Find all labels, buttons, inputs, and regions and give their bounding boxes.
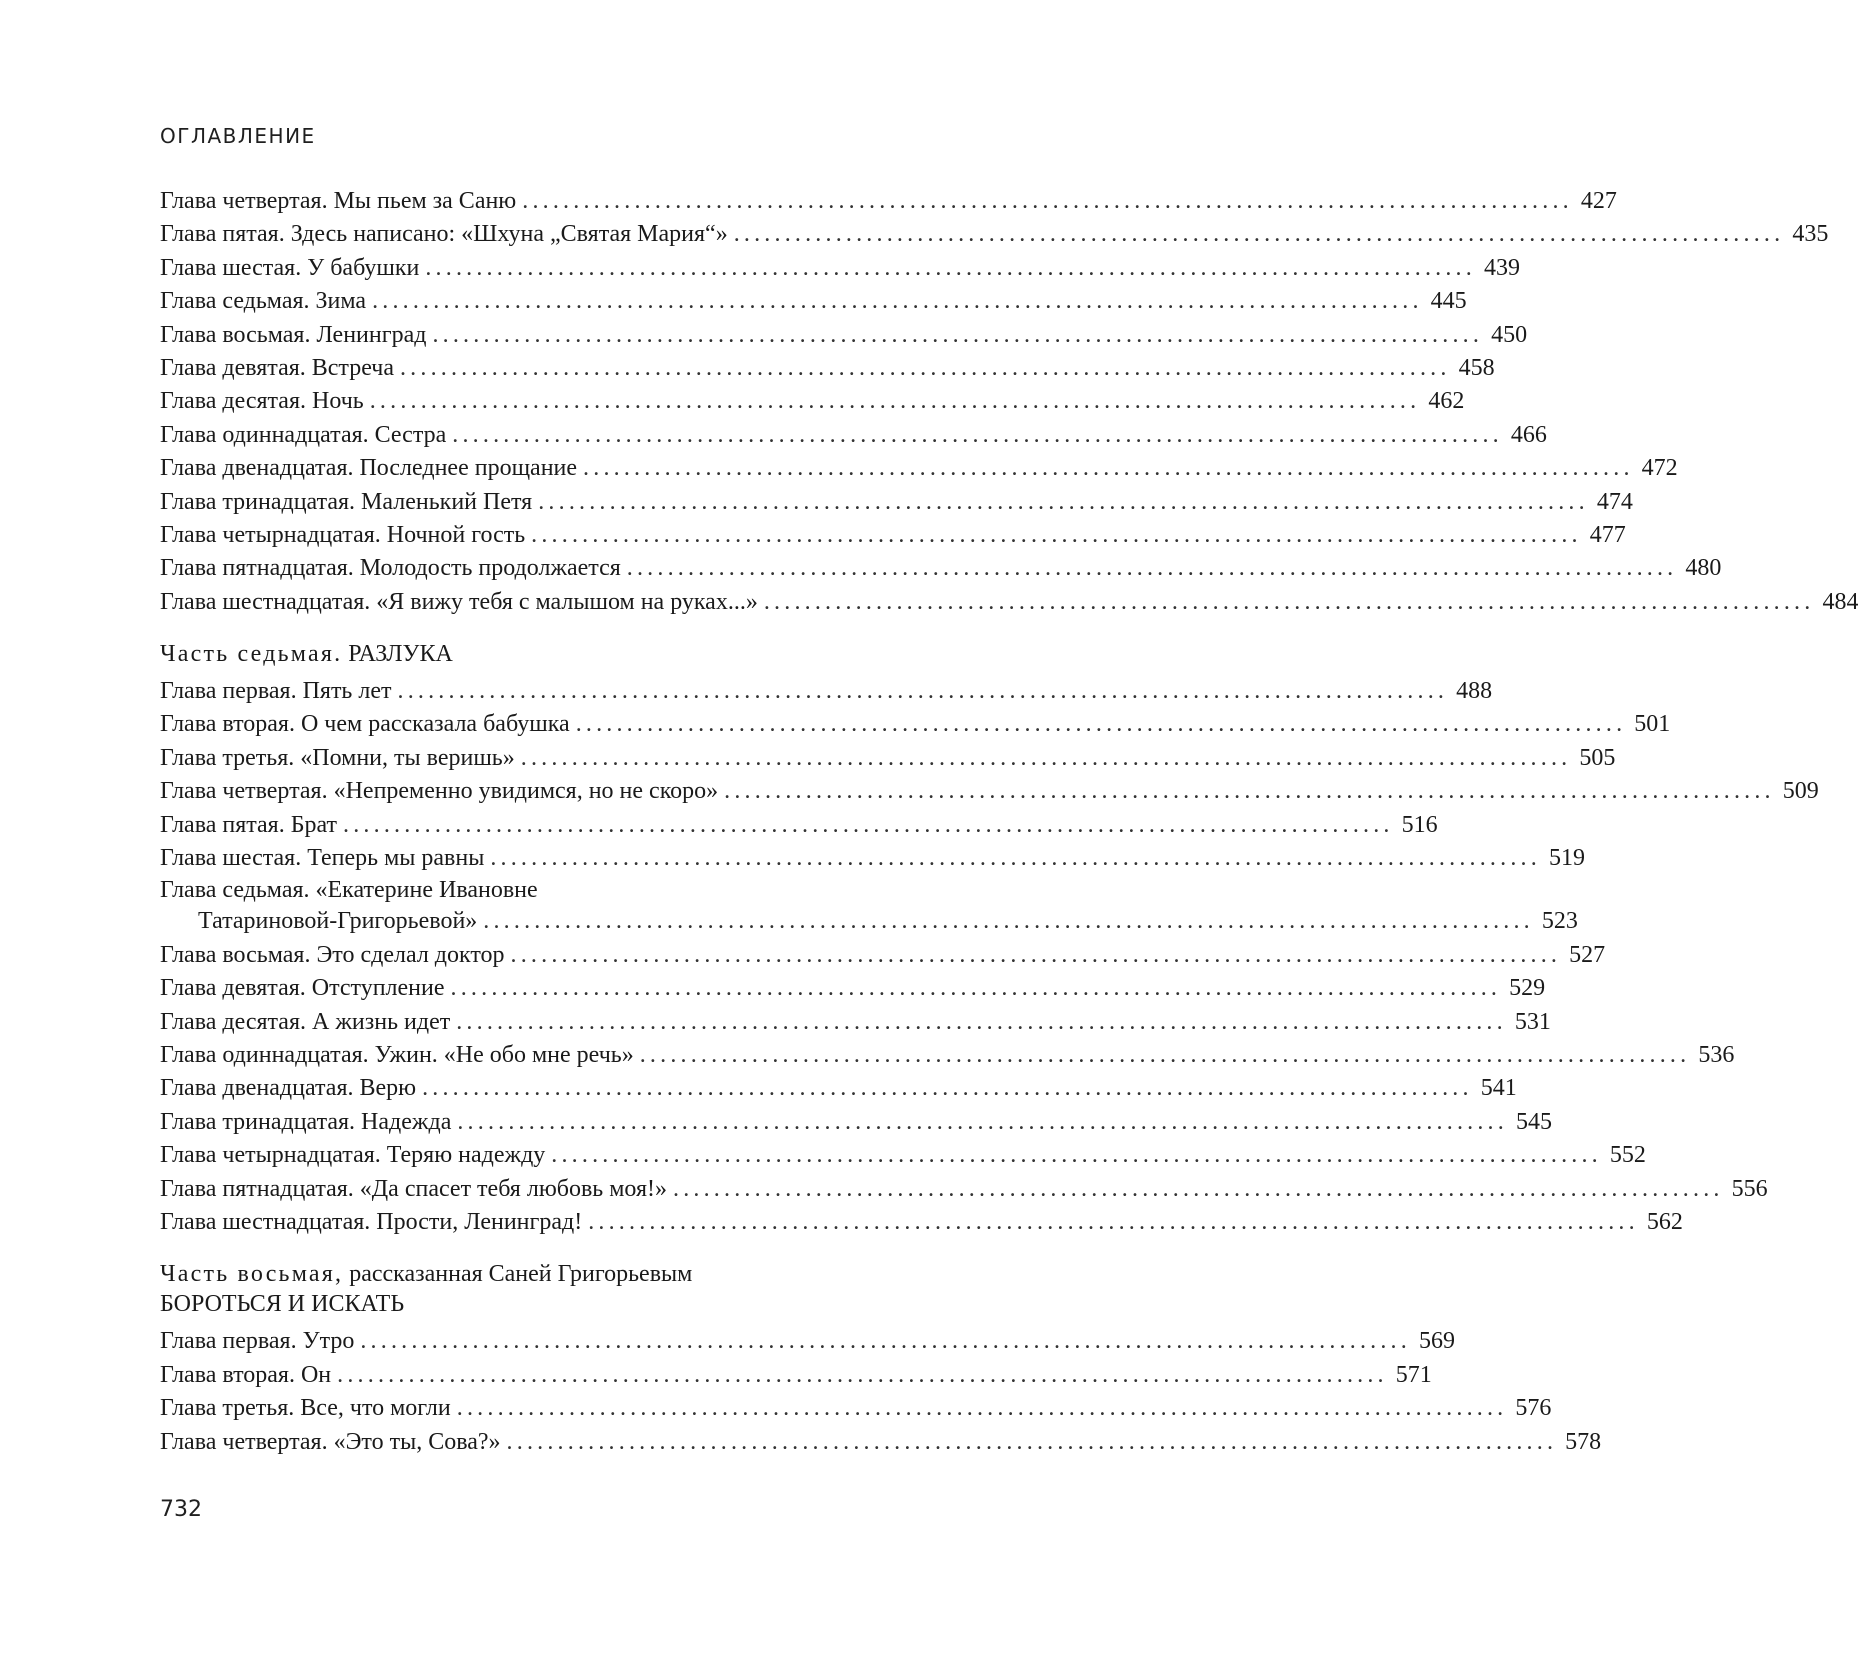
part-heading-8: [160, 1259, 918, 1289]
entry-page-number: 488: [1456, 678, 1493, 705]
entry-page-number: 516: [1401, 811, 1438, 838]
dot-leader: .......................................................................................................: [626, 555, 1678, 582]
entry-page-number: 427: [1580, 188, 1617, 214]
table-of-contents: [160, 185, 1858, 1459]
entry-title: Глава четырнадцатая. Ночной гость: [160, 521, 526, 548]
entry-page-number: 569: [1418, 1328, 1455, 1355]
entry-title: Глава вторая. Он: [160, 1361, 332, 1388]
entry-page-number: 484: [1822, 588, 1858, 615]
entry-title: Глава третья. Все, что могли: [160, 1395, 451, 1422]
dot-leader: .......................................................................................................: [399, 354, 1451, 381]
dot-leader: .......................................................................................................: [506, 1428, 1558, 1455]
toc-entry-multiline[interactable]: [160, 875, 1578, 938]
toc-entry[interactable]: [160, 809, 1438, 842]
toc-block-part6-continued: [160, 185, 1858, 619]
entry-title: Глава шестнадцатая. «Я вижу тебя с малышом на руках...»: [160, 588, 758, 615]
entry-page-number: 519: [1548, 845, 1585, 872]
entry-page-number: 545: [1515, 1108, 1552, 1135]
dot-leader: .......................................................................................................: [673, 1175, 1724, 1202]
toc-entry[interactable]: [160, 519, 1626, 552]
dot-leader: .......................................................................................................: [456, 1008, 1507, 1035]
dot-leader: .......................................................................................................: [490, 845, 1541, 872]
entry-title: Глава седьмая. Зима: [160, 288, 367, 315]
dot-leader: .......................................................................................................: [522, 188, 1573, 214]
entry-page-number: 578: [1565, 1428, 1602, 1455]
entry-title: Глава двенадцатая. Верю: [160, 1075, 417, 1102]
dot-leader: .......................................................................................................: [452, 421, 1503, 448]
entry-page-number: 477: [1589, 521, 1626, 548]
entry-page-number: 472: [1641, 455, 1678, 482]
toc-entry[interactable]: [160, 972, 1546, 1005]
part-label: Часть седьмая.: [160, 641, 343, 668]
toc-entry[interactable]: [160, 352, 1495, 385]
entry-title: Глава пятая. Здесь написано: «Шхуна „Святая Мария“»: [160, 221, 728, 248]
entry-page-number: 450: [1491, 321, 1528, 348]
entry-title: Глава третья. «Помни, ты веришь»: [160, 744, 515, 771]
entry-title: Глава четвертая. Мы пьем за Саню: [160, 188, 517, 214]
dot-leader: .......................................................................................................: [510, 941, 1562, 968]
dot-leader: .......................................................................................................: [724, 778, 1775, 805]
toc-entry[interactable]: [160, 1072, 1517, 1105]
toc-entry[interactable]: [160, 1039, 1735, 1072]
entry-title: Глава восьмая. Ленинград: [160, 321, 427, 348]
entry-page-number: 458: [1458, 354, 1495, 381]
entry-title: Глава четвертая. «Это ты, Сова?»: [160, 1428, 501, 1455]
entry-title: Глава вторая. О чем рассказала бабушка: [160, 711, 570, 738]
entry-title: Глава четвертая. «Непременно увидимся, но не скоро»: [160, 778, 719, 805]
toc-entry[interactable]: [160, 1206, 1683, 1239]
entry-title: Глава девятая. Встреча: [160, 354, 394, 381]
page-number: 732: [160, 1497, 202, 1522]
toc-entry[interactable]: [160, 1359, 1432, 1392]
toc-entry[interactable]: [160, 419, 1547, 452]
toc-entry[interactable]: [160, 1392, 1552, 1425]
toc-entry[interactable]: [160, 675, 1493, 708]
entry-page-number: 541: [1480, 1075, 1517, 1102]
section-gap: [160, 1239, 918, 1259]
part-name: РАЗЛУКА: [348, 641, 453, 668]
dot-leader: .......................................................................................................: [397, 678, 1449, 705]
toc-entry[interactable]: [160, 775, 1819, 808]
toc-entry[interactable]: [160, 552, 1722, 585]
entry-title: Глава шестнадцатая. Прости, Ленинград!: [160, 1208, 583, 1235]
part-label: Часть восьмая,: [160, 1261, 344, 1288]
toc-entry[interactable]: [160, 1426, 1602, 1459]
toc-entry[interactable]: [160, 385, 1465, 418]
toc-entry[interactable]: [160, 1173, 1768, 1206]
dot-leader: .......................................................................................................: [639, 1041, 1691, 1068]
entry-page-number: 571: [1395, 1361, 1432, 1388]
dot-leader: .......................................................................................................: [583, 455, 1634, 482]
entry-page-number: 505: [1579, 744, 1616, 771]
entry-title: Глава одиннадцатая. Ужин. «Не обо мне речь»: [160, 1041, 634, 1068]
entry-page-number: 529: [1509, 975, 1546, 1002]
dot-leader: .......................................................................................................: [483, 908, 1534, 935]
entry-page-number: 435: [1792, 221, 1829, 248]
entry-title: Глава тринадцатая. Надежда: [160, 1108, 452, 1135]
dot-leader: .......................................................................................................: [457, 1108, 1508, 1135]
toc-block-part7: [160, 639, 1819, 1239]
entry-page-number: 531: [1514, 1008, 1551, 1035]
dot-leader: .......................................................................................................: [337, 1361, 1388, 1388]
toc-entry[interactable]: [160, 285, 1467, 318]
entry-title: Глава четырнадцатая. Теряю надежду: [160, 1142, 546, 1169]
toc-entry[interactable]: [160, 319, 1528, 352]
toc-entry[interactable]: [160, 1325, 1455, 1358]
entry-page-number: 462: [1428, 388, 1465, 415]
toc-block-part8: [160, 1259, 1602, 1459]
entry-title: Глава первая. Утро: [160, 1328, 355, 1355]
dot-leader: .......................................................................................................: [538, 488, 1589, 515]
dot-leader: .......................................................................................................: [520, 744, 1572, 771]
entry-page-number: 439: [1483, 254, 1520, 281]
dot-leader: .......................................................................................................: [343, 811, 1394, 838]
toc-entry[interactable]: [160, 586, 1858, 619]
entry-title: Глава двенадцатая. Последнее прощание: [160, 455, 578, 482]
entry-page-number: 501: [1634, 711, 1671, 738]
entry-title: Глава шестая. У бабушки: [160, 254, 420, 281]
toc-entry[interactable]: [160, 185, 1617, 218]
entry-title: Глава десятая. А жизнь идет: [160, 1008, 451, 1035]
dot-leader: .......................................................................................................: [531, 521, 1582, 548]
entry-page-number: 527: [1569, 941, 1606, 968]
dot-leader: .......................................................................................................: [432, 321, 1484, 348]
entry-page-number: 536: [1698, 1041, 1735, 1068]
dot-leader: .......................................................................................................: [360, 1328, 1411, 1355]
entry-title: Глава тринадцатая. Маленький Петя: [160, 488, 533, 515]
toc-entry[interactable]: [160, 452, 1678, 485]
entry-page-number: 576: [1515, 1395, 1552, 1422]
entry-title-line-2: Татариновой-Григорьевой»: [198, 908, 478, 935]
dot-leader: .......................................................................................................: [369, 388, 1421, 415]
entry-title: Глава девятая. Отступление: [160, 975, 445, 1002]
part-heading-7: [160, 639, 918, 669]
entry-title: Глава пятнадцатая. «Да спасет тебя любовь моя!»: [160, 1175, 667, 1202]
entry-title: Глава десятая. Ночь: [160, 388, 364, 415]
dot-leader: .......................................................................................................: [733, 221, 1785, 248]
toc-entry[interactable]: [160, 218, 1829, 251]
entry-page-number: 480: [1685, 555, 1722, 582]
dot-leader: .......................................................................................................: [575, 711, 1627, 738]
toc-entry[interactable]: [160, 742, 1616, 775]
entry-page-number: 474: [1596, 488, 1633, 515]
dot-leader: .......................................................................................................: [763, 588, 1815, 615]
toc-entry[interactable]: [160, 1106, 1552, 1139]
dot-leader: .......................................................................................................: [372, 288, 1423, 315]
toc-entry[interactable]: [160, 252, 1520, 285]
dot-leader: .......................................................................................................: [456, 1395, 1508, 1422]
entry-continuation: [160, 905, 1578, 938]
entry-page-number: 562: [1646, 1208, 1683, 1235]
entry-page-number: 523: [1541, 908, 1578, 935]
entry-title: Глава шестая. Теперь мы равны: [160, 845, 485, 872]
toc-entry[interactable]: [160, 708, 1671, 741]
toc-entry[interactable]: [160, 939, 1606, 972]
toc-entry[interactable]: [160, 1139, 1646, 1172]
dot-leader: .......................................................................................................: [551, 1142, 1602, 1169]
entry-title: Глава пятая. Брат: [160, 811, 338, 838]
entry-title-line-1: Глава седьмая. «Екатерине Ивановне: [160, 877, 538, 904]
entry-title: Глава одиннадцатая. Сестра: [160, 421, 447, 448]
entry-page-number: 509: [1782, 778, 1819, 805]
entry-page-number: 552: [1609, 1142, 1646, 1169]
part-subtitle: рассказанная Саней Григорьевым: [349, 1261, 693, 1288]
entry-page-number: 445: [1430, 288, 1467, 315]
entry-title: Глава первая. Пять лет: [160, 678, 392, 705]
entry-page-number: 466: [1510, 421, 1547, 448]
toc-entry[interactable]: [160, 486, 1633, 519]
toc-entry[interactable]: [160, 1006, 1551, 1039]
dot-leader: .......................................................................................................: [422, 1075, 1473, 1102]
entry-title: Глава пятнадцатая. Молодость продолжается: [160, 555, 621, 582]
dot-leader: .......................................................................................................: [450, 975, 1502, 1002]
dot-leader: .......................................................................................................: [588, 1208, 1639, 1235]
section-gap: [160, 619, 918, 639]
toc-entry[interactable]: [160, 842, 1585, 875]
entry-page-number: 556: [1731, 1175, 1768, 1202]
entry-title: Глава восьмая. Это сделал доктор: [160, 941, 505, 968]
part-name: БОРОТЬСЯ И ИСКАТЬ: [160, 1291, 405, 1318]
dot-leader: .......................................................................................................: [425, 254, 1476, 281]
running-head: ОГЛАВЛЕНИЕ: [160, 124, 316, 148]
